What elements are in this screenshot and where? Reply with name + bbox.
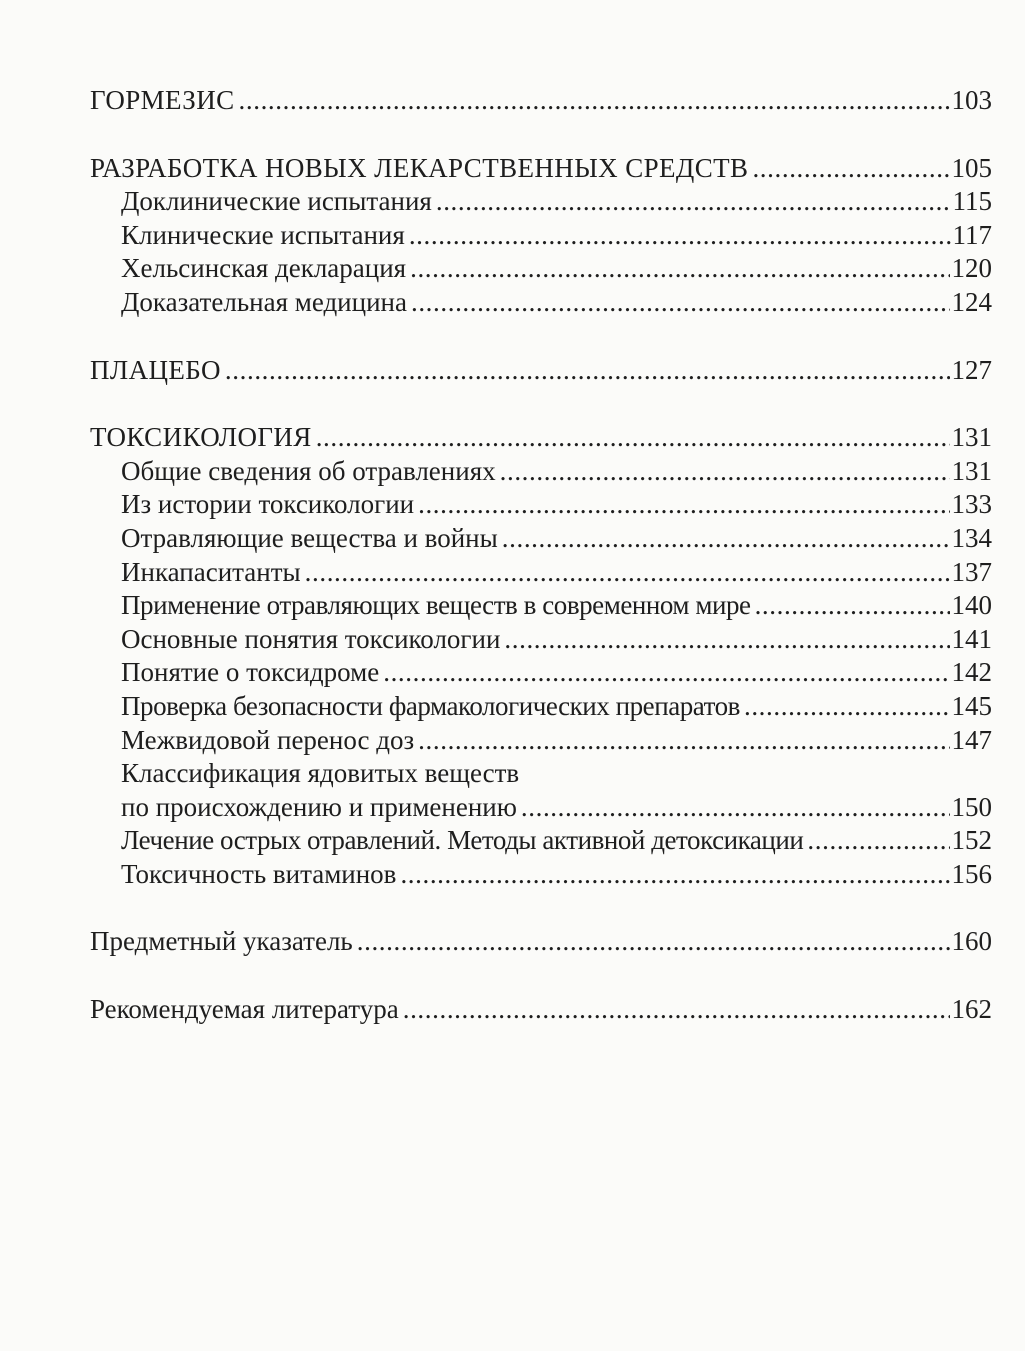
toc-subentry-toxicology-history[interactable]: [90, 488, 992, 522]
toc-entry-subject-index[interactable]: [90, 925, 992, 959]
toc-entry-title: Хельсинская декларация: [121, 253, 407, 284]
toc-page-number: 152: [951, 825, 992, 856]
toc-entry-title: Предметный указатель: [90, 926, 353, 957]
toc-entry-title: Доклинические испытания: [121, 186, 432, 217]
toc-entry-hormesis[interactable]: [90, 84, 992, 118]
dot-leader: [744, 690, 950, 724]
toc-subentry-vitamin-toxicity[interactable]: [90, 858, 992, 892]
toc-entry-title: Основные понятия токсикологии: [121, 623, 501, 654]
dot-leader: [409, 219, 951, 253]
toc-entry-title: Токсичность витаминов: [121, 858, 397, 889]
dot-leader: [807, 824, 949, 858]
toc-subentry-clinical-trials[interactable]: [90, 219, 992, 253]
toc-subentry-basic-concepts[interactable]: [90, 623, 992, 657]
toc-page-number: 124: [951, 286, 992, 317]
toc-entry-title: Рекомендуемая литература: [90, 994, 399, 1025]
toc-subentry-dose-transfer[interactable]: [90, 724, 992, 758]
dot-leader: [357, 925, 950, 959]
toc-page-number: 134: [951, 522, 992, 553]
dot-leader: [225, 354, 950, 388]
toc-entry-title: Проверка безопасности фармакологических препаратов: [121, 690, 740, 721]
dot-leader: [305, 556, 950, 590]
toc-subentry-acute-poisoning-treatment[interactable]: [90, 824, 992, 858]
toc-page-number: 160: [951, 926, 992, 957]
toc-page-number: 105: [951, 152, 992, 183]
toc-page-number: 156: [951, 858, 992, 889]
toc-subentry-poison-classification[interactable]: [90, 791, 992, 825]
toc-subentry-toxidrome[interactable]: [90, 656, 992, 690]
toc-subentry-poison-classification-line1[interactable]: [90, 757, 992, 791]
toc-subentry-helsinki-declaration[interactable]: [90, 252, 992, 286]
toc-entry-title: Применение отравляющих веществ в современном мире: [121, 590, 751, 621]
toc-entry-recommended-literature[interactable]: [90, 993, 992, 1027]
toc-entry-title: РАЗРАБОТКА НОВЫХ ЛЕКАРСТВЕННЫХ СРЕДСТВ: [90, 152, 749, 183]
toc-entry-title: Инкапаситанты: [121, 556, 301, 587]
dot-leader: [403, 993, 950, 1027]
dot-leader: [752, 152, 949, 186]
toc-page-number: 162: [951, 994, 992, 1025]
dot-leader: [502, 522, 950, 556]
toc-page-number: 137: [951, 556, 992, 587]
toc-page-number: 120: [951, 253, 992, 284]
toc-page-number: 127: [951, 354, 992, 385]
section-gap: [90, 320, 992, 354]
toc-page-number: 117: [952, 219, 992, 250]
dot-leader: [504, 623, 949, 657]
section-gap: [90, 387, 992, 421]
table-of-contents: [90, 84, 992, 1027]
toc-page-number: 115: [952, 186, 992, 217]
toc-entry-title: Лечение острых отравлений. Методы активной детоксикации: [121, 825, 804, 856]
dot-leader: [316, 421, 950, 455]
toc-page-number: 141: [951, 623, 992, 654]
toc-subentry-warfare-agents[interactable]: [90, 522, 992, 556]
toc-page-number: 103: [951, 85, 992, 115]
section-gap: [90, 891, 992, 925]
toc-page-number: 147: [951, 724, 992, 755]
dot-leader: [400, 858, 949, 892]
toc-page-number: 150: [951, 791, 992, 822]
dot-leader: [410, 252, 949, 286]
toc-entry-title: Клинические испытания: [121, 219, 405, 250]
dot-leader: [383, 656, 949, 690]
toc-entry-title: Из истории токсикологии: [121, 489, 415, 520]
dot-leader: [239, 84, 950, 118]
dot-leader: [436, 185, 951, 219]
toc-page-number: 142: [951, 657, 992, 688]
toc-entry-toxicology[interactable]: [90, 421, 992, 455]
toc-entry-title: Доказательная медицина: [121, 286, 407, 317]
toc-entry-title: ТОКСИКОЛОГИЯ: [90, 422, 312, 453]
toc-page-number: 140: [951, 590, 992, 621]
toc-subentry-incapacitants[interactable]: [90, 556, 992, 590]
toc-subentry-poisoning-general[interactable]: [90, 455, 992, 489]
toc-page-number: 145: [951, 690, 992, 721]
toc-entry-title: Отравляющие вещества и войны: [121, 522, 498, 553]
toc-subentry-drug-safety[interactable]: [90, 690, 992, 724]
section-gap: [90, 118, 992, 152]
dot-leader: [418, 724, 949, 758]
toc-entry-title: по происхождению и применению: [121, 791, 517, 822]
toc-page-number: 133: [951, 489, 992, 520]
toc-subentry-modern-use[interactable]: [90, 589, 992, 623]
toc-page-number: 131: [951, 422, 992, 453]
dot-leader: [411, 286, 950, 320]
toc-entry-drug-development[interactable]: [90, 152, 992, 186]
toc-subentry-preclinical-trials[interactable]: [90, 185, 992, 219]
toc-entry-title: Межвидовой перенос доз: [121, 724, 415, 755]
toc-entry-title: Общие сведения об отравлениях: [121, 455, 496, 486]
toc-subentry-evidence-based-medicine[interactable]: [90, 286, 992, 320]
dot-leader: [755, 589, 950, 623]
toc-entry-title: ГОРМЕЗИС: [90, 85, 235, 115]
toc-page-number: 131: [951, 455, 992, 486]
dot-leader: [418, 488, 949, 522]
dot-leader: [521, 791, 950, 825]
dot-leader: [500, 455, 950, 489]
toc-entry-placebo[interactable]: [90, 354, 992, 388]
toc-entry-title: Классификация ядовитых веществ: [121, 758, 520, 789]
toc-entry-title: ПЛАЦЕБО: [90, 354, 221, 385]
toc-entry-title: Понятие о токсидроме: [121, 657, 380, 688]
section-gap: [90, 959, 992, 993]
